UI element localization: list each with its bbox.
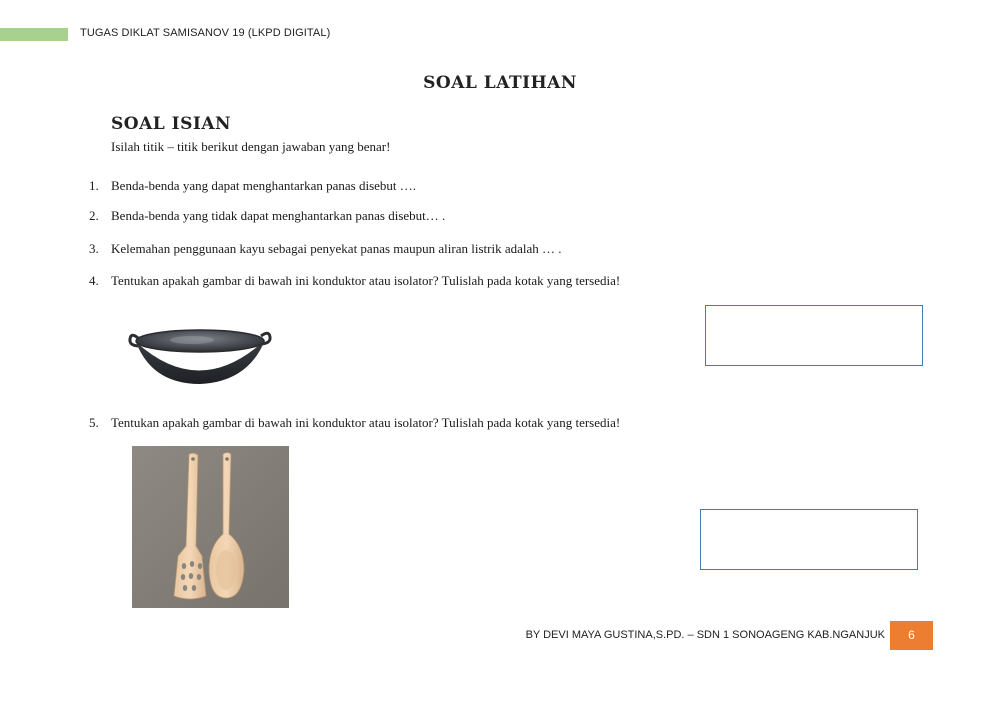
page-title: SOAL LATIHAN — [423, 73, 577, 93]
instruction-text: Isilah titik – titik berikut dengan jawaban yang benar! — [111, 139, 391, 154]
question-text: Kelemahan penggunaan kayu sebagai penyekat panas maupun aliran listrik adalah … . — [111, 241, 562, 256]
answer-box-4[interactable] — [705, 305, 923, 366]
header-accent-bar — [0, 28, 68, 41]
section-title: SOAL ISIAN — [111, 114, 232, 134]
question-3 — [89, 241, 562, 257]
question-2 — [89, 208, 445, 224]
answer-box-5[interactable] — [700, 509, 918, 570]
question-5 — [89, 415, 620, 431]
wooden-spatula-spoon-image — [132, 446, 289, 608]
question-text: Benda-benda yang dapat menghantarkan panas disebut …. — [111, 178, 417, 193]
question-1 — [89, 178, 416, 194]
question-text: Tentukan apakah gambar di bawah ini konduktor atau isolator? Tulislah pada kotak yang tersedia! — [111, 273, 621, 288]
wok-image — [128, 318, 273, 392]
question-number: 1. — [89, 178, 99, 193]
question-4 — [89, 273, 620, 289]
question-text: Tentukan apakah gambar di bawah ini konduktor atau isolator? Tulislah pada kotak yang tersedia! — [111, 415, 621, 430]
question-number: 3. — [89, 241, 99, 256]
header-text: TUGAS DIKLAT SAMISANOV 19 (LKPD DIGITAL) — [80, 27, 331, 39]
question-number: 4. — [89, 273, 99, 288]
page-number-badge: 6 — [890, 621, 933, 650]
question-number: 5. — [89, 415, 99, 430]
footer-author: BY DEVI MAYA GUSTINA,S.PD. – SDN 1 SONOAGENG KAB.NGANJUK — [525, 629, 885, 641]
question-number: 2. — [89, 208, 99, 223]
question-text: Benda-benda yang tidak dapat menghantarkan panas disebut… . — [111, 208, 446, 223]
